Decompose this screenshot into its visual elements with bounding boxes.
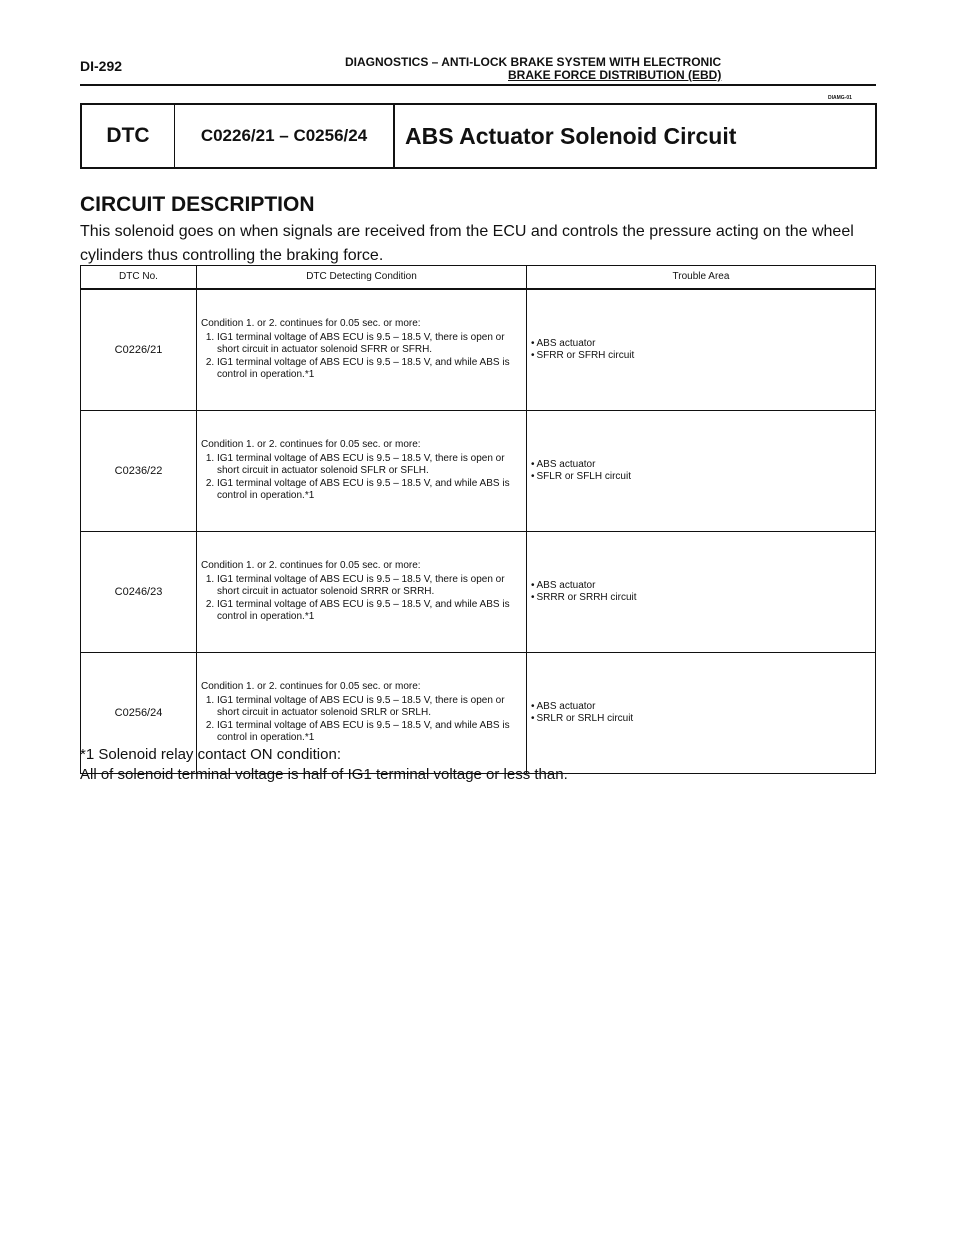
trouble-area-list — [531, 701, 871, 725]
header-title-line2: BRAKE FORCE DISTRIBUTION (EBD) — [508, 68, 722, 82]
condition-intro: Condition 1. or 2. continues for 0.05 sec. or more: — [201, 681, 421, 692]
dtc-code-cell: C0246/23 — [81, 532, 197, 653]
condition-intro: Condition 1. or 2. continues for 0.05 sec. or more: — [201, 318, 421, 329]
condition-item: 1. IG1 terminal voltage of ABS ECU is 9.5 – 18.5 V, there is open or short circuit in actuator solenoid SRLR or SRLH. — [217, 695, 522, 719]
dtc-code-cell: C0226/21 — [81, 289, 197, 411]
condition-list — [201, 453, 522, 502]
column-header-trouble-area: Trouble Area — [527, 266, 876, 290]
section-heading: CIRCUIT DESCRIPTION — [80, 193, 315, 216]
trouble-area-cell — [527, 532, 876, 653]
footnote-line2: All of solenoid terminal voltage is half of IG1 terminal voltage or less than. — [80, 766, 568, 783]
dtc-circuit-name: ABS Actuator Solenoid Circuit — [405, 122, 737, 149]
condition-item: 2. IG1 terminal voltage of ABS ECU is 9.5 – 18.5 V, and while ABS is control in operation.*1 — [217, 599, 522, 623]
condition-list — [201, 574, 522, 623]
condition-intro: Condition 1. or 2. continues for 0.05 sec. or more: — [201, 439, 421, 450]
footnote-line1: *1 Solenoid relay contact ON condition: — [80, 746, 341, 763]
trouble-area-item: • ABS actuator — [531, 701, 871, 713]
document-code: DIAMG-01 — [828, 95, 852, 101]
trouble-area-item: • ABS actuator — [531, 459, 871, 471]
trouble-area-item: • ABS actuator — [531, 580, 871, 592]
dtc-table — [80, 265, 876, 774]
table-row — [81, 532, 876, 653]
header-title-line1: DIAGNOSTICS – ANTI-LOCK BRAKE SYSTEM WITH ELECTRONIC — [345, 55, 722, 69]
trouble-area-list — [531, 338, 871, 362]
condition-item: 1. IG1 terminal voltage of ABS ECU is 9.5 – 18.5 V, there is open or short circuit in actuator solenoid SFLR or SFLH. — [217, 453, 522, 477]
page-number: DI-292 — [80, 58, 123, 74]
condition-item: 1. IG1 terminal voltage of ABS ECU is 9.5 – 18.5 V, there is open or short circuit in actuator solenoid SRRR or SRRH. — [217, 574, 522, 598]
table-header-row — [81, 266, 876, 290]
trouble-area-item: • SFLR or SFLH circuit — [531, 471, 871, 483]
column-header-condition: DTC Detecting Condition — [197, 266, 527, 290]
condition-list — [201, 695, 522, 744]
trouble-area-list — [531, 580, 871, 604]
dtc-code-cell: C0236/22 — [81, 411, 197, 532]
dtc-code-cell: C0256/24 — [81, 653, 197, 774]
condition-item: 1. IG1 terminal voltage of ABS ECU is 9.5 – 18.5 V, there is open or short circuit in actuator solenoid SFRR or SFRH. — [217, 332, 522, 356]
header-rule — [80, 84, 876, 86]
section-body: This solenoid goes on when signals are received from the ECU and controls the pressure acting on the wheel cylinders thus controlling the braking force. — [80, 223, 854, 264]
dtc-title-box — [80, 103, 877, 169]
trouble-area-list — [531, 459, 871, 483]
column-header-dtc-no: DTC No. — [81, 266, 197, 290]
table-row — [81, 289, 876, 411]
condition-intro: Condition 1. or 2. continues for 0.05 sec. or more: — [201, 560, 421, 571]
trouble-area-item: • SRLR or SRLH circuit — [531, 713, 871, 725]
condition-cell — [197, 532, 527, 653]
trouble-area-item: • ABS actuator — [531, 338, 871, 350]
trouble-area-cell — [527, 653, 876, 774]
condition-item: 2. IG1 terminal voltage of ABS ECU is 9.5 – 18.5 V, and while ABS is control in operation.*1 — [217, 478, 522, 502]
dtc-label: DTC — [82, 105, 175, 167]
trouble-area-item: • SRRR or SRRH circuit — [531, 592, 871, 604]
condition-item: 2. IG1 terminal voltage of ABS ECU is 9.5 – 18.5 V, and while ABS is control in operation.*1 — [217, 720, 522, 744]
trouble-area-cell — [527, 411, 876, 532]
page-header-title — [345, 56, 721, 82]
condition-item: 2. IG1 terminal voltage of ABS ECU is 9.5 – 18.5 V, and while ABS is control in operation.*1 — [217, 357, 522, 381]
trouble-area-cell — [527, 289, 876, 411]
condition-cell — [197, 411, 527, 532]
condition-cell — [197, 289, 527, 411]
trouble-area-item: • SFRR or SFRH circuit — [531, 350, 871, 362]
dtc-code-range: C0226/21 – C0256/24 — [175, 105, 395, 167]
condition-list — [201, 332, 522, 381]
table-row — [81, 411, 876, 532]
